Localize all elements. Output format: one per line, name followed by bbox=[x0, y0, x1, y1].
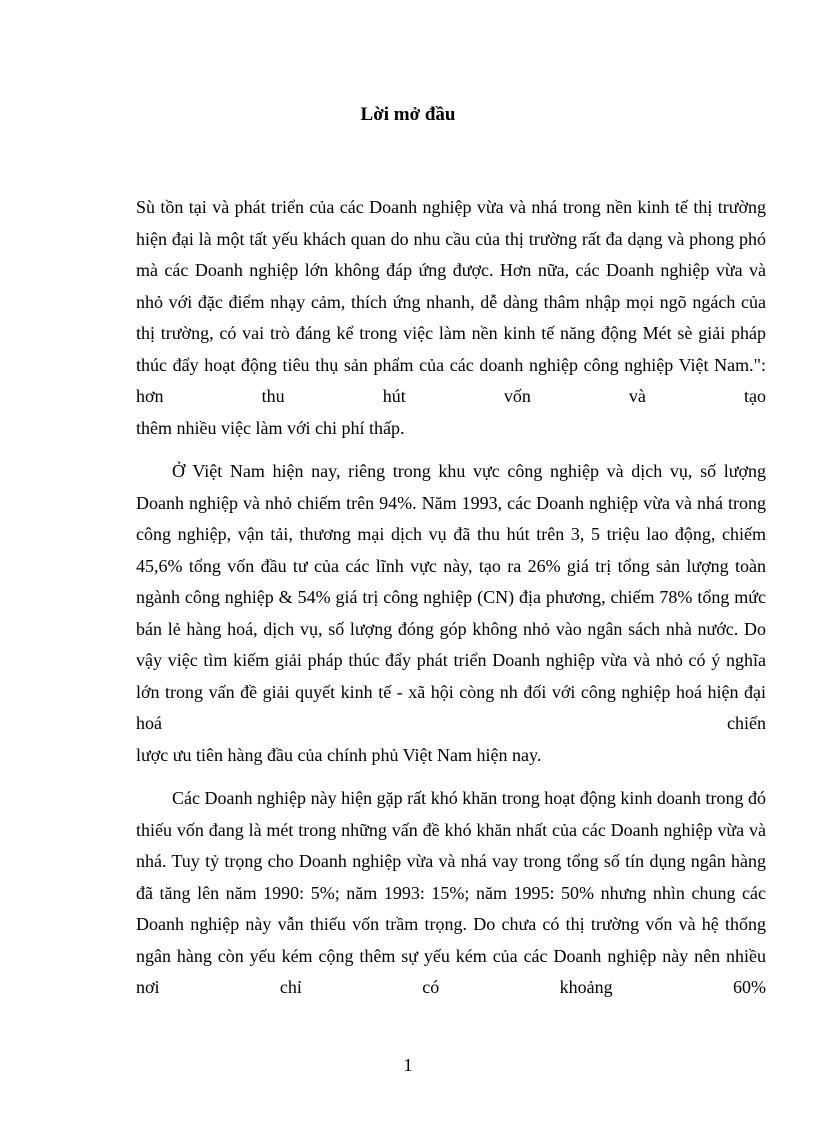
page-title: Lời mở đầu bbox=[360, 104, 456, 125]
paragraph-2: Ở Việt Nam hiện nay, riêng trong khu vực công nghiệp và dịch vụ, số lượng Doanh nghiệp và nhỏ chiếm trên 94%. Năm 1993, các Doanh nghiệp vừa và nhá trong công nghiệp, vận tải, thương mại dịch vụ đã thu hút trên 3, 5 triệu lao động, chiếm 45,6% tổng vốn đầu tư của các lĩnh vực này, tạo ra 26% giá trị tổng sản lượng toàn ngành công nghiệp & 54% giá trị công nghiệp (CN) địa phương, chiếm 78% tổng mức bán lẻ hàng hoá, dịch vụ, số lượng đóng góp không nhỏ vào ngân sách nhà nước. Do vậy việc tìm kiếm giải pháp thúc đẩy phát triển Doanh nghiệp vừa và nhỏ có ý nghĩa lớn trong vấn đề giải quyết kinh tế - xã hội còng nh đối với công nghiệp hoá hiện đại hoá chiến bbox=[136, 461, 766, 733]
paragraph-1: Sù tồn tại và phát triển của các Doanh nghiệp vừa và nhá trong nền kinh tế thị trường hiện đại là một tất yếu khách quan do nhu cầu của thị trường rất đa dạng và phong phó mà các Doanh nghiệp lớn không đáp ứng được. Hơn nữa, các Doanh nghiệp vừa và nhỏ với đặc điểm nhạy cảm, thích ứng nhanh, dễ dàng thâm nhập mọi ngõ ngách của thị trường, có vai trò đáng kể trong việc làm nền kinh tế năng động Mét sè giải pháp thúc đẩy hoạt động tiêu thụ sản phẩm của các doanh nghiệp công nghiệp Việt Nam.": hơn thu hút vốn và tạo bbox=[136, 197, 766, 406]
paragraph-3: Các Doanh nghiệp này hiện gặp rất khó khăn trong hoạt động kinh doanh trong đó thiếu vốn đang là mét trong những vấn đề khó khăn nhất của các Doanh nghiệp vừa và nhá. Tuy tỷ trọng cho Doanh nghiệp vừa và nhá vay trong tổng số tín dụng ngân hàng đã tăng lên năm 1990: 5%; năm 1993: 15%; năm 1995: 50% nhưng nhìn chung các Doanh nghiệp này vẫn thiếu vốn trầm trọng. Do chưa có thị trường vốn và hệ thống ngân hàng còn yếu kém cộng thêm sự yếu kém của các Doanh nghiệp này nên nhiều nơi chỉ có khoảng 60% bbox=[136, 788, 766, 997]
paragraph-1-last-line: thêm nhiều việc làm với chi phí thấp. bbox=[136, 417, 405, 438]
paragraph-2-last-line: lược ưu tiên hàng đầu của chính phủ Việt Nam hiện nay. bbox=[136, 744, 542, 765]
page-number: 1 bbox=[403, 1055, 413, 1075]
body-text bbox=[136, 192, 766, 1004]
